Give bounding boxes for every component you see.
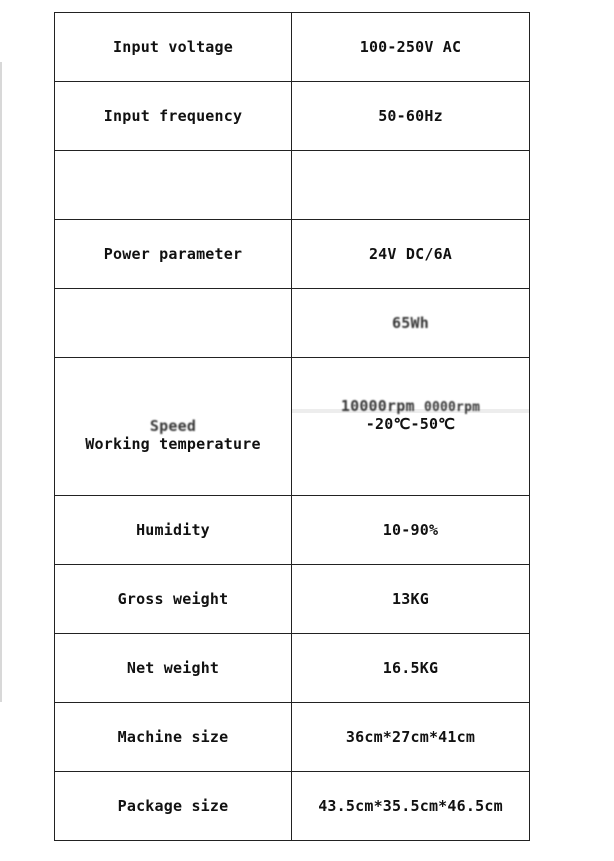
table-row (55, 220, 530, 289)
table-row (55, 496, 530, 565)
table-row (55, 703, 530, 772)
spec-label: Input voltage (55, 13, 292, 82)
spec-value: 24V DC/6A (292, 220, 530, 289)
table-row (55, 358, 530, 496)
label-stack (55, 377, 291, 476)
table-row (55, 289, 530, 358)
spec-table (54, 12, 530, 841)
value-stack (292, 397, 529, 456)
table-row (55, 13, 530, 82)
spec-label: Input frequency (55, 82, 292, 151)
spec-value: 43.5cm*35.5cm*46.5cm (292, 772, 530, 841)
spec-label: Machine size (55, 703, 292, 772)
table-row (55, 565, 530, 634)
table-row (55, 772, 530, 841)
spec-value-cell (292, 358, 530, 496)
spec-label: Working temperature (85, 435, 261, 453)
spec-value: 13KG (292, 565, 530, 634)
spec-label-cell (55, 358, 292, 496)
blurred-label: Speed (149, 417, 197, 435)
spec-value: 100-250V AC (292, 13, 530, 82)
blurred-value: 10000rpm (340, 397, 415, 415)
spec-value: 16.5KG (292, 634, 530, 703)
spec-label: Gross weight (55, 565, 292, 634)
spec-label: Power parameter (55, 220, 292, 289)
blurred-value: 65Wh (392, 314, 429, 332)
spec-label (55, 417, 291, 435)
table-row (55, 82, 530, 151)
spec-value (292, 151, 530, 220)
spec-label (55, 151, 292, 220)
spec-value: 50-60Hz (292, 82, 530, 151)
spec-label: Net weight (55, 634, 292, 703)
spec-value: -20℃-50℃ (365, 415, 456, 433)
spec-value (341, 397, 424, 415)
spec-label (55, 289, 292, 358)
table-row (55, 151, 530, 220)
left-edge-divider (0, 62, 2, 702)
spec-value: 10-90% (292, 496, 530, 565)
spec-label: Humidity (55, 496, 292, 565)
spec-value (292, 289, 530, 358)
blurred-value: 0000rpm (423, 400, 481, 415)
table-row (55, 634, 530, 703)
spec-value: 36cm*27cm*41cm (292, 703, 530, 772)
spec-label: Package size (55, 772, 292, 841)
spec-value (424, 400, 480, 415)
